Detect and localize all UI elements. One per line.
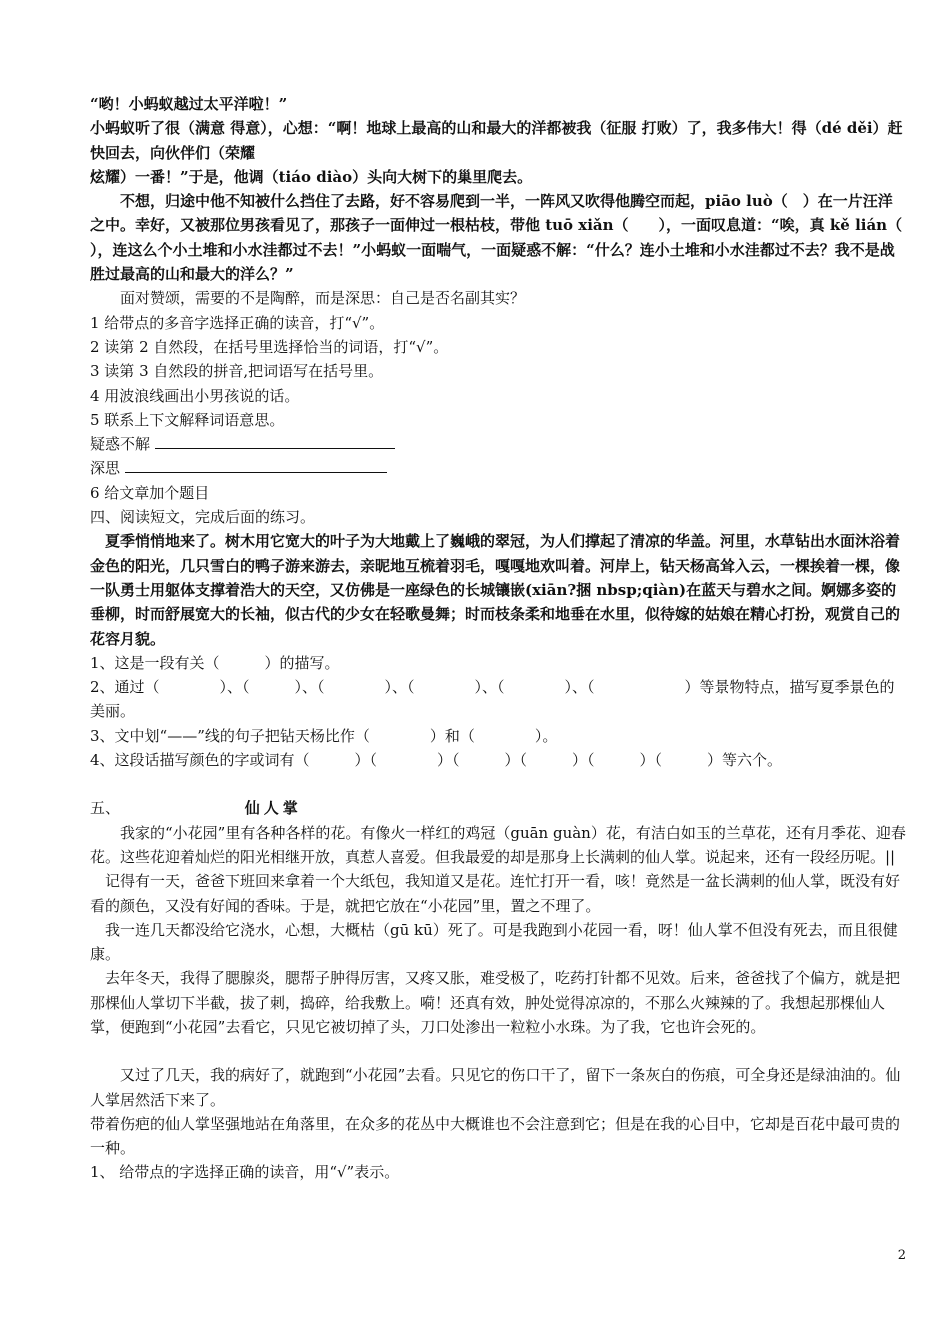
worksheet-page [90, 92, 933, 1185]
section-spacer [90, 772, 906, 796]
section-5-number: 五、 [90, 799, 121, 818]
answer-blank-1[interactable] [155, 434, 395, 449]
section-4-question-1: 1、这是一段有关（ ）的描写。 [90, 653, 340, 672]
word-label-2: 深思 [90, 459, 121, 478]
question-2: 2 读第 2 自然段，在括号里选择恰当的词语，打“√”。 [90, 337, 449, 356]
word-definition-row-1 [90, 432, 906, 456]
story-line-1: “哟！小蚂蚁越过太平洋啦！” [90, 95, 288, 113]
question-6: 6 给文章加个题目 [90, 483, 210, 502]
question-1: 1 给带点的多音字选择正确的读音，打“√”。 [90, 313, 385, 332]
question-5: 5 联系上下文解释词语意思。 [90, 410, 285, 429]
page-number: 2 [897, 1248, 906, 1263]
question-3: 3 读第 3 自然段的拼音,把词语写在括号里。 [90, 362, 384, 381]
word-definition-row-2 [90, 456, 906, 480]
section-5-title: 仙人掌 [244, 799, 302, 818]
cactus-paragraph-2: 记得有一天，爸爸下班回来拿着一个大纸包，我知道又是花。连忙打开一看，咳！竟然是一盆长满刺的仙人掌，既没有好看的颜色，又没有好闻的香味。于是，就把它放在“小花园”里，置之不理了。 [90, 872, 901, 915]
cactus-paragraph-3: 我一连几天都没给它浇水，心想，大概枯（gū kū）死了。可是我跑到小花园一看，呀！仙人掌不但没有死去，而且很健康。 [90, 920, 898, 964]
section-5-heading-row [90, 796, 906, 820]
story-paragraph-3: 不想，归途中他不知被什么挡住了去路，好不容易爬到一半，一阵风又吹得他腾空而起，piāo luò（ ）在一片汪洋之中。幸好，又被那位男孩看见了，那孩子一面伸过一根枯枝，带他 tuō xiǎn（ ），一面叹息道：“唉，真 kě lián（ ），连这么个小土堆和小水洼都过不去！”小蚂蚁一面喘气，一面疑惑不解：“什么？连小土堆和小水洼都过不去？我不是战胜过最高的山和最大的洋么？” [90, 192, 933, 284]
section-4-question-3: 3、文中划“——”线的句子把钻天杨比作（ ）和（ ）。 [90, 726, 558, 745]
answer-blank-2[interactable] [125, 458, 387, 473]
story-line-2a: 小蚂蚁听了很（满意 得意），心想：“啊！地球上最高的山和最大的洋都被我（征服 打败）了，我多伟大！得（dé děi）赶快回去，向伙伴们（荣耀 [90, 119, 903, 162]
cactus-paragraph-4: 去年冬天，我得了腮腺炎，腮帮子肿得厉害，又疼又胀，难受极了，吃药打针都不见效。后来，爸爸找了个偏方，就是把那棵仙人掌切下半截，拔了刺，捣碎，给我敷上。嗬！还真有效，肿处觉得凉凉的，不那么火辣辣的了。我想起那棵仙人掌，便跑到“小花园”去看它，只见它被切掉了头，刀口处渗出一粒粒小水珠。为了我，它也许会死的。 [90, 969, 901, 1036]
cactus-paragraph-1: 我家的“小花园”里有各种各样的花。有像火一样红的鸡冠（guān guàn）花，有洁白如玉的兰草花，还有月季花、迎春花。这些花迎着灿烂的阳光相继开放，真惹人喜爱。但我最爱的却是那身上长满刺的仙人掌。说起来，还有一段经历呢。|| [90, 823, 906, 866]
cactus-paragraph-6: 带着伤疤的仙人掌坚强地站在角落里，在众多的花丛中大概谁也不会注意到它；但是在我的心目中，它却是百花中最可贵的一种。 [90, 1114, 901, 1158]
section-4-heading: 四、阅读短文，完成后面的练习。 [90, 508, 316, 527]
section-4-question-4: 4、这段话描写颜色的字或词有（ ）（ ）（ ）（ ）（ ）（ ）等六个。 [90, 751, 783, 770]
section-4-passage: 夏季悄悄地来了。树木用它宽大的叶子为大地戴上了巍峨的翠冠，为人们撑起了清凉的华盖。河里，水草钻出水面沐浴着金色的阳光，几只雪白的鸭子游来游去，亲昵地互梳着羽毛，嘎嘎地欢叫着。河岸上，钻天杨高耸入云，一棵挨着一棵，像一队勇士用躯体支撑着浩大的天空，又仿佛是一座绿色的长城镶嵌(xiān?捆 nbsp;qiàn)在蓝天与碧水之间。婀娜多姿的垂柳，时而舒展宽大的长袖，似古代的少女在轻歌曼舞；时而枝条柔和地垂在水里，似待嫁的姑娘在精心打扮，观赏自己的花容月貌。 [90, 532, 901, 648]
section-4-question-2: 2、通过（ ）、（ ）、（ ）、（ ）、（ ）、（ ）等景物特点，描写夏季景色的美丽。 [90, 678, 895, 721]
story-line-2b: 炫耀）一番！”于是，他调（tiáo diào）头向大树下的巢里爬去。 [90, 167, 533, 186]
question-4: 4 用波浪线画出小男孩说的话。 [90, 386, 300, 405]
word-label-1: 疑惑不解 [90, 435, 151, 454]
paragraph-spacer [90, 1039, 906, 1063]
section-5-question-1: 1、 给带点的字选择正确的读音，用“√”表示。 [90, 1163, 400, 1182]
cactus-paragraph-5: 又过了几天，我的病好了，就跑到“小花园”去看。只见它的伤口干了，留下一条灰白的伤痕，可全身还是绿油油的。仙人掌居然活下来了。 [90, 1066, 901, 1109]
story-moral: 面对赞颂，需要的不是陶醉，而是深思：自己是否名副其实？ [120, 289, 526, 308]
